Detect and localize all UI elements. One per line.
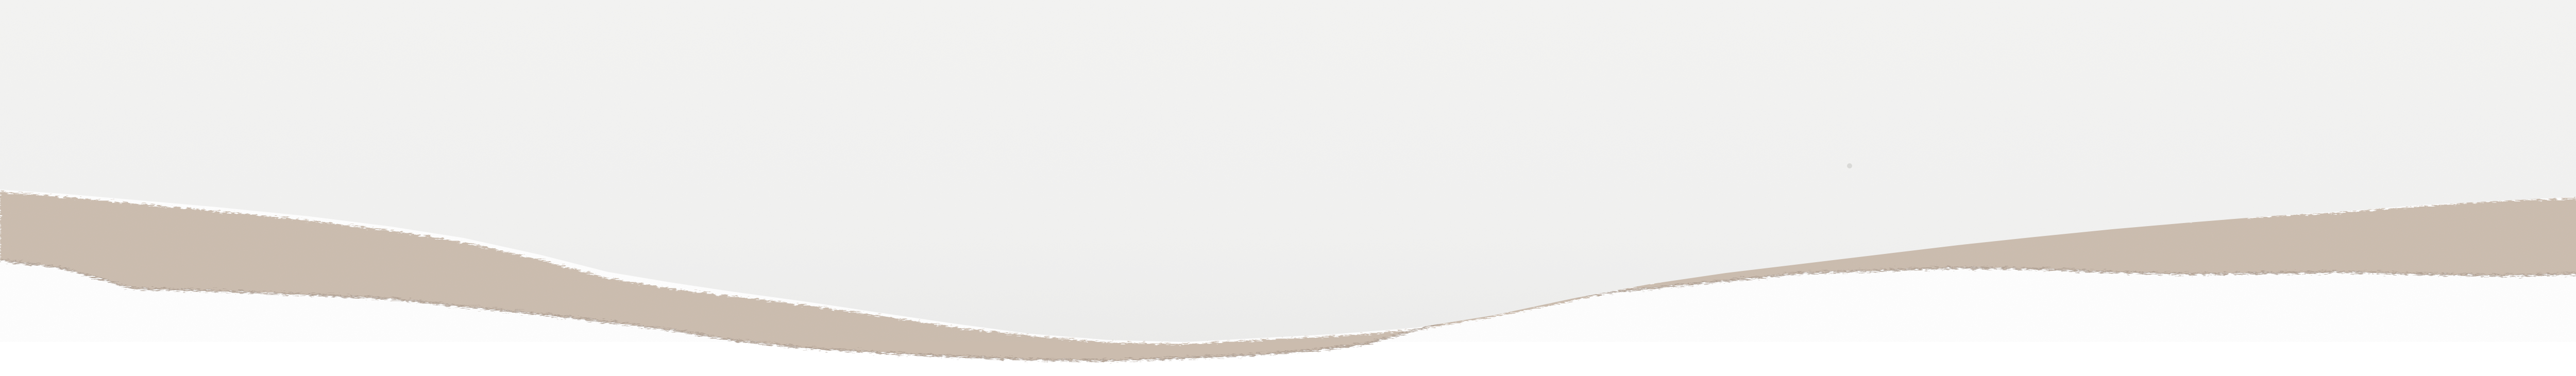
paper-speck [1847,163,1852,168]
